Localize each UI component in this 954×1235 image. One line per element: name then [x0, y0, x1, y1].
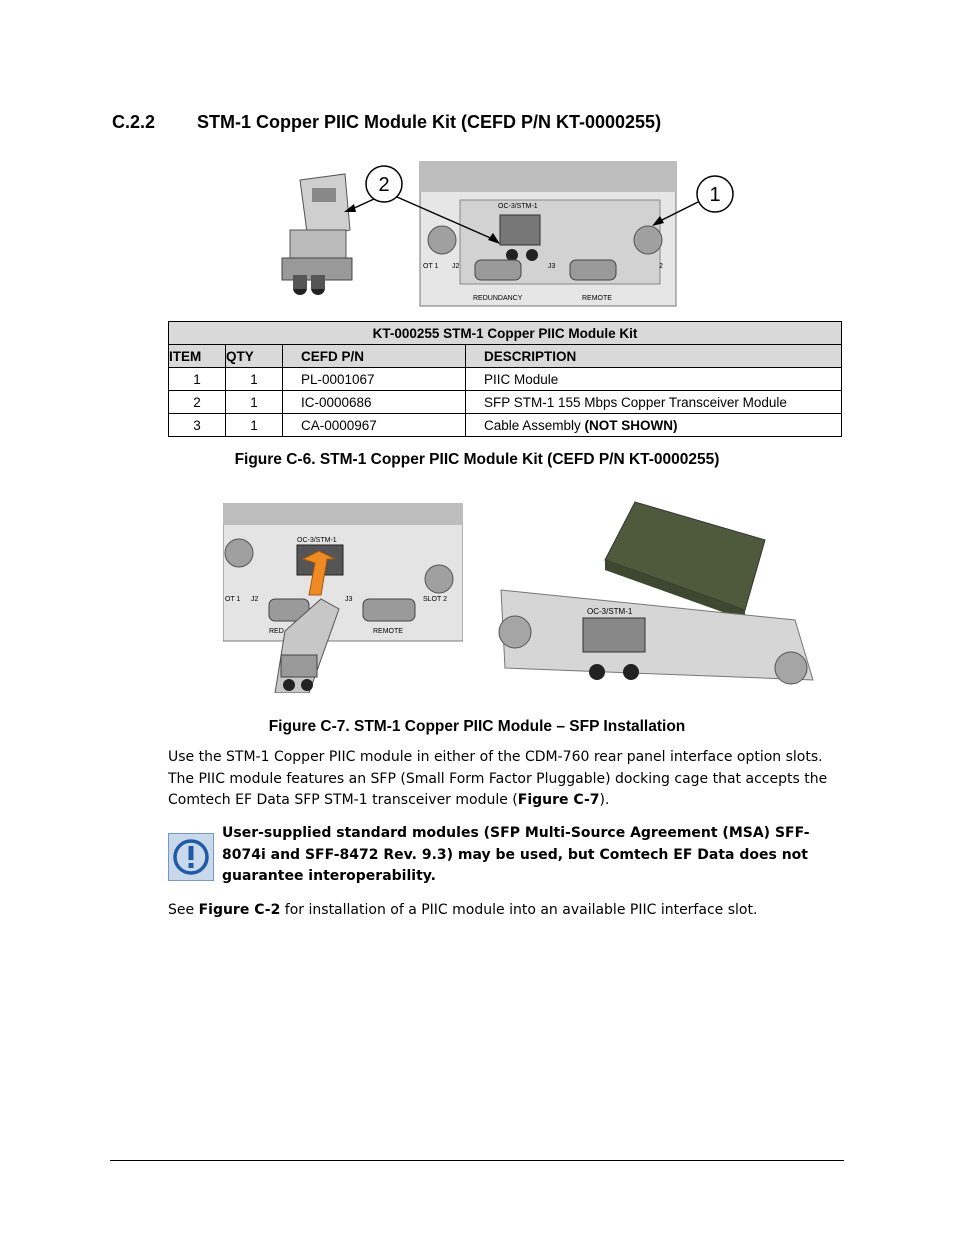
paragraph-2-figure-ref: Figure C-2 — [198, 902, 281, 918]
right-label-oc3: OC-3/STM-1 — [587, 607, 633, 616]
info-icon — [168, 833, 214, 881]
paragraph-1 — [168, 747, 838, 812]
cell-pn: CA-0000967 — [283, 414, 466, 437]
section-number: C.2.2 — [112, 112, 156, 132]
cell-description — [466, 414, 842, 437]
paragraph-2-end: for installation of a PIIC module into an available PIIC interface slot. — [280, 902, 758, 918]
section-title: STM-1 Copper PIIC Module Kit (CEFD P/N KT-0000255) — [197, 112, 662, 132]
cell-description-text: PIIC Module — [484, 371, 559, 387]
figure-c6-caption: Figure C-6. STM-1 Copper PIIC Module Kit (CEFD P/N KT-0000255) — [234, 451, 720, 468]
left-label-red: RED — [269, 628, 284, 635]
col-header-qty: QTY — [226, 345, 283, 368]
paragraph-2-text: See — [168, 902, 199, 918]
left-label-remote: REMOTE — [373, 628, 403, 635]
figure-c7-right-photo — [495, 500, 817, 696]
figure-c7-left-svg — [223, 503, 463, 693]
cell-pn: PL-0001067 — [283, 368, 466, 391]
panel-label-slot2: 2 — [659, 263, 663, 270]
cell-description-text: Cable Assembly — [484, 417, 585, 433]
panel-label-j2: J2 — [452, 263, 460, 270]
section-heading — [112, 112, 661, 133]
note-text: User-supplied standard modules (SFP Multi-Source Agreement (MSA) SFF-8074i and SFF-8472 Rev. 9.3) may be used, but Comtech EF Data does not guarantee interoperability. — [222, 825, 810, 884]
left-label-j3: J3 — [345, 596, 353, 603]
sfp-transceiver — [282, 174, 352, 295]
info-icon-svg — [169, 834, 213, 880]
cell-qty: 1 — [226, 391, 283, 414]
cell-qty: 1 — [226, 368, 283, 391]
paragraph-1-figure-ref: Figure C-7 — [517, 792, 600, 808]
paragraph-2 — [168, 900, 838, 922]
panel-label-oc3: OC-3/STM-1 — [498, 203, 538, 210]
cell-item: 1 — [169, 368, 226, 391]
col-header-pn: CEFD P/N — [283, 345, 466, 368]
panel-label-redundancy: REDUNDANCY — [473, 295, 523, 302]
panel-label-ot1: OT 1 — [423, 263, 439, 270]
figure-c7-right-svg — [495, 500, 817, 696]
table-row — [169, 368, 842, 391]
callout-2-label: 2 — [378, 174, 390, 196]
left-label-j2: J2 — [251, 596, 259, 603]
cell-item: 3 — [169, 414, 226, 437]
footer-rule — [110, 1160, 844, 1161]
figure-c7-caption: Figure C-7. STM-1 Copper PIIC Module – SFP Installation — [268, 718, 686, 735]
cell-pn: IC-0000686 — [283, 391, 466, 414]
cell-qty: 1 — [226, 414, 283, 437]
cell-description-bold: (NOT SHOWN) — [584, 417, 678, 433]
panel-label-remote: REMOTE — [582, 295, 612, 302]
cell-item: 2 — [169, 391, 226, 414]
left-label-slot2: SLOT 2 — [423, 596, 447, 603]
figure-c7-left-photo — [223, 503, 463, 693]
col-header-description: DESCRIPTION — [466, 345, 842, 368]
callout-1-label: 1 — [709, 184, 721, 206]
piic-panel-photo — [420, 162, 676, 306]
kit-table-header-row — [169, 345, 842, 368]
left-label-ot1: OT 1 — [225, 596, 241, 603]
table-row — [169, 414, 842, 437]
panel-label-j3: J3 — [548, 263, 556, 270]
kit-table-title: KT-000255 STM-1 Copper PIIC Module Kit — [169, 322, 842, 345]
col-header-item: ITEM — [169, 345, 226, 368]
cell-description — [466, 368, 842, 391]
figure-c6-illustration — [270, 160, 750, 310]
figure-c6-svg — [270, 160, 750, 310]
kit-table — [168, 321, 842, 437]
paragraph-1-end: ). — [599, 792, 610, 808]
cell-description-text: SFP STM-1 155 Mbps Copper Transceiver Module — [484, 394, 787, 410]
paragraph-1-text: Use the STM-1 Copper PIIC module in either of the CDM-760 rear panel interface option slots. The PIIC module features an SFP (Small Form Factor Pluggable) docking cage that accepts the Comtech EF Data SFP STM-1 transceiver module ( — [168, 749, 828, 808]
cell-description — [466, 391, 842, 414]
left-label-oc3: OC-3/STM-1 — [297, 537, 337, 544]
table-row — [169, 391, 842, 414]
